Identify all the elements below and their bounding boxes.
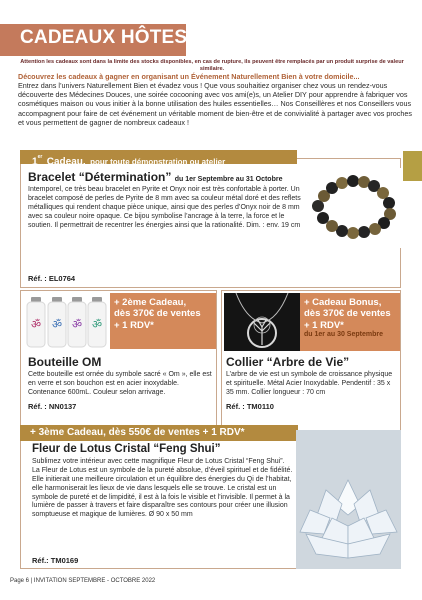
bonus-label: + Cadeau Bonus, dès 370€ de ventes + 1 RDV* du 1er au 30 Septembre — [304, 297, 391, 339]
om-symbol-icon: ॐ — [91, 318, 103, 331]
side-tab — [403, 151, 422, 181]
gift3-ref: Réf.: TM0169 — [32, 556, 79, 565]
gift3-banner: + 3ème Cadeau, dès 550€ de ventes + 1 RDV* — [20, 425, 298, 441]
gift1-description: Intemporel, ce très beau bracelet en Pyrite et Onyx noir est très confortable à porter. Un bracelet composé de perles de Pyrite de 8 mm avec sa couleur métal doré et des reflets métalliques qui rendent chaque pièce unique, ainsi que des perles d’Onyx noir de 8 mm avec sa couleur noire opaque. Ce bijou symbolise l’ancrage à la terre, la force et le soutien. Il permettrait de recentrer les énergies ainsi que la rationalité. Dim. : env. 19 cm — [28, 186, 301, 229]
intro-lead: Découvrez les cadeaux à gagner en organisant un Événement Naturellement Bien à votre domicile... — [18, 72, 360, 81]
lotus-image — [296, 430, 401, 569]
stock-notice: Attention les cadeaux sont dans la limite des stocks disponibles, en cas de rupture, ils peuvent être remplacés par un produit surprise de valeur similaire. — [20, 59, 404, 72]
bonus-title: Collier “Arbre de Vie” — [226, 355, 350, 369]
gift2-label: + 2ème Cadeau, dès 370€ de ventes + 1 RDV* — [114, 297, 201, 331]
gift2-ref: Réf. : NN0137 — [28, 402, 77, 411]
om-symbol-icon: ॐ — [30, 318, 42, 331]
necklace-image — [224, 293, 300, 351]
page-title: CADEAUX HÔTES (ESSES) — [20, 27, 271, 48]
gift1-banner: 1er Cadeau, pour toute démonstration ou atelier — [20, 150, 297, 164]
bracelet-image — [306, 168, 402, 248]
gift2-description: Cette bouteille est ornée du symbole sacré « Om », elle est en verre et son bouchon est en acier inoxydable. Contenance 600mL. Couleur selon arrivage. — [28, 371, 212, 396]
gift3-title: Fleur de Lotus Cristal “Feng Shui” — [32, 443, 221, 455]
gift3-description: Sublimez votre intérieur avec cette magnifique Fleur de Lotus Cristal “Feng Shui”. La Fleur de Lotus est un symbole de la pureté absolue, d’éveil spirituel et de fidélité. Elle initierait une meilleure circulation et un équilibre des énergies du Qi de l’habitat, elle harmoniserait les lieux de vie dans lesquels elle se trouve. Le cristal est un symbole de pureté et de limpidité, il est à la fois le visible et l’invisible. Il permet à la lumière de passer à travers et faire disparaître ses contours pour créer une illusion somptueuse et magique de lumières. Ø 90 x 50 mm — [32, 458, 293, 519]
om-symbol-icon: ॐ — [71, 318, 83, 331]
intro-body: Entrez dans l’univers Naturellement Bien et évadez vous ! Que vous souhaitiez organiser chez vous un rendez-vous découverte des Médecines Douces, une soirée cocooning avec vos ami(e)s, un Atelier DIY pour apprendre à fabriquer vos cosmétiques maison ou vous initier à la bonne utilisation des huiles essentielles… Nos Conseillères et nos Conseillers vous accompagnent pour faire de cet événement un véritable moment de bien-être et de convivialité à partager avec vos proches et vous permettent de gagner de nombreux cadeaux ! — [18, 81, 412, 127]
bonus-ref: Réf. : TM0110 — [226, 402, 274, 411]
gift2-title: Bouteille OM — [28, 355, 102, 369]
gift1-title: Bracelet “Détermination” du 1er Septembre au 31 Octobre — [28, 170, 283, 184]
bonus-description: L’arbre de vie est un symbole de croissance physique et spirituelle. Métal Acier Inoxydable. Pendentif : 35 x 35 mm. Collier longueur : 70 cm — [226, 371, 393, 396]
page-footer: Page 6 | INVITATION SEPTEMBRE - OCTOBRE 2022 — [10, 578, 156, 584]
gift1-ref: Réf. : EL0764 — [28, 274, 76, 283]
intro-section — [18, 72, 412, 127]
om-symbol-icon: ॐ — [51, 318, 63, 331]
bottles-image — [24, 293, 110, 349]
